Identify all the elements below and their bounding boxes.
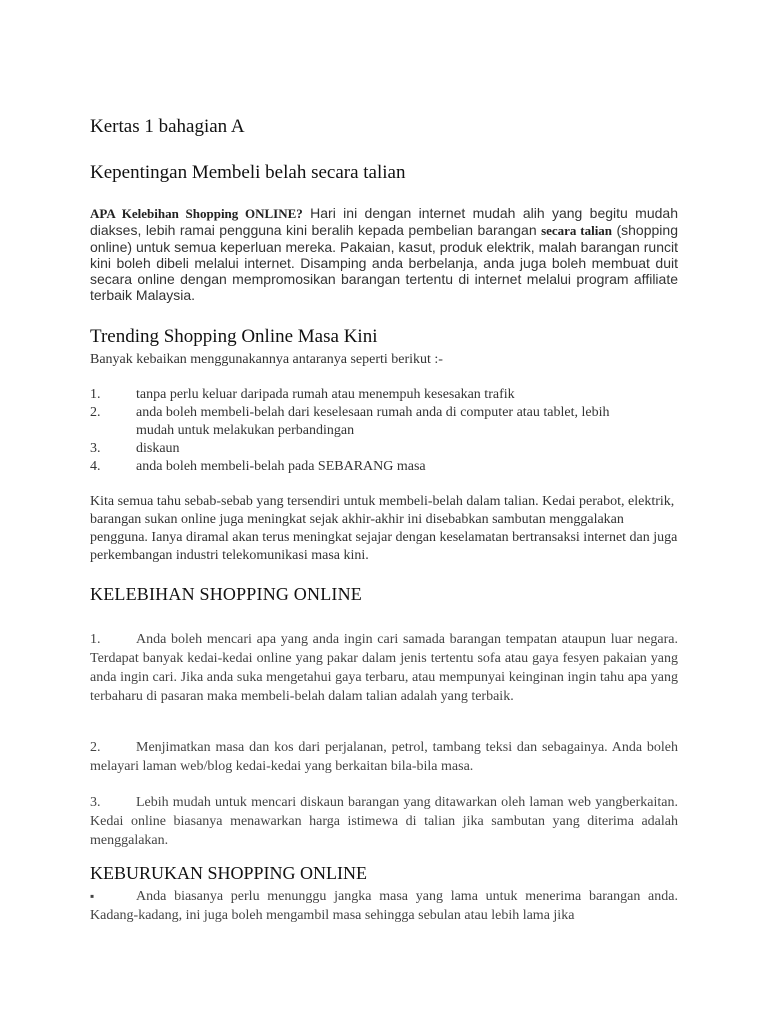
item-number: 3. xyxy=(90,795,101,810)
list-text: anda boleh membeli-belah dari keselesaan rumah anda di computer atau tablet, lebih xyxy=(136,405,610,420)
intro-text-1: Hari ini dengan internet mudah alih yang begitu mudah diakses, lebih ramai pengguna kini beralih kepada pembelian barangan xyxy=(90,205,678,238)
list-item xyxy=(90,404,678,422)
trending-heading: Trending Shopping Online Masa Kini xyxy=(90,326,378,347)
item-text: Lebih mudah untuk mencari diskaun barangan yang ditawarkan oleh laman web yangberkaitan. Kedai online biasanya menawarkan harga istimewa di talian jika sambutan yang diterima adalah menggalakan. xyxy=(90,795,678,848)
keburukan-heading: KEBURUKAN SHOPPING ONLINE xyxy=(90,863,368,883)
intro-paragraph xyxy=(90,205,678,303)
trending-lead: Banyak kebaikan menggunakannya antaranya seperti berikut :- xyxy=(90,352,443,367)
list-number: 2. xyxy=(90,405,101,420)
item-text: Anda biasanya perlu menunggu jangka masa yang lama untuk menerima barangan anda. Kadang-kadang, ini juga boleh mengambil masa sehingga sebulan atau lebih lama jika xyxy=(90,889,678,923)
document-subtitle: Kepentingan Membeli belah secara talian xyxy=(90,162,406,183)
list-text: tanpa perlu keluar daripada rumah atau menempuh kesesakan trafik xyxy=(136,387,515,402)
list-number: 4. xyxy=(90,459,101,474)
item-text: Menjimatkan masa dan kos dari perjalanan, petrol, tambang teksi dan sebagainya. Anda boleh melayari laman web/blog kedai-kedai yang berkaitan bila-bila masa. xyxy=(90,740,678,774)
kelebihan-item-2 xyxy=(90,738,678,776)
intro-bold-mid: secara talian xyxy=(541,223,613,238)
kelebihan-item-1 xyxy=(90,630,678,706)
list-text: anda boleh membeli-belah pada SEBARANG masa xyxy=(136,459,426,474)
bullet-icon: ▪ xyxy=(90,889,95,903)
document-title: Kertas 1 bahagian A xyxy=(90,116,245,137)
item-text: Anda boleh mencari apa yang anda ingin cari samada barangan tempatan ataupun luar negara. Terdapat banyak kedai-kedai online yang pakar dalam jenis tertentu sofa atau gaya fesyen pakaian yang anda ingin cari. Jika anda suka mengetahui gaya terbaru, atau mempunyai keinginan ingin tahu apa yang terbaharu di pasaran maka membeli-belah dalam talian adalah yang terbaik. xyxy=(90,632,678,704)
benefit-list xyxy=(90,386,678,476)
list-item xyxy=(90,386,678,404)
list-item xyxy=(90,440,678,458)
item-number: 2. xyxy=(90,740,101,755)
kelebihan-item-3 xyxy=(90,793,678,850)
list-continuation: mudah untuk melakukan perbandingan xyxy=(136,423,355,438)
list-number: 1. xyxy=(90,387,101,402)
item-number: 1. xyxy=(90,632,101,647)
keburukan-item xyxy=(90,887,678,925)
intro-bold-lead: APA Kelebihan Shopping ONLINE? xyxy=(90,206,303,221)
list-text: diskaun xyxy=(136,441,180,456)
list-item xyxy=(90,458,678,476)
list-number: 3. xyxy=(90,441,101,456)
intro-text-2: (shopping online) untuk semua keperluan mereka. Pakaian, kasut, produk elektrik, malah barangan runcit kini boleh dibeli melalui internet. Disamping anda berbelanja, anda juga boleh membuat duit secara online dengan mempromosikan barangan tertentu di internet melalui program affiliate terbaik Malaysia. xyxy=(90,222,678,303)
kelebihan-heading: KELEBIHAN SHOPPING ONLINE xyxy=(90,584,362,604)
trending-paragraph: Kita semua tahu sebab-sebab yang tersendiri untuk membeli-belah dalam talian. Kedai perabot, elektrik, barangan sukan online juga meningkat sejak akhir-akhir ini disebabkan sambutan menggalakan pengguna. Ianya diramal akan terus meningkat sejajar dengan keselamatan bertransaksi internet dan juga perkembangan industri telekomunikasi masa kini. xyxy=(90,494,678,563)
